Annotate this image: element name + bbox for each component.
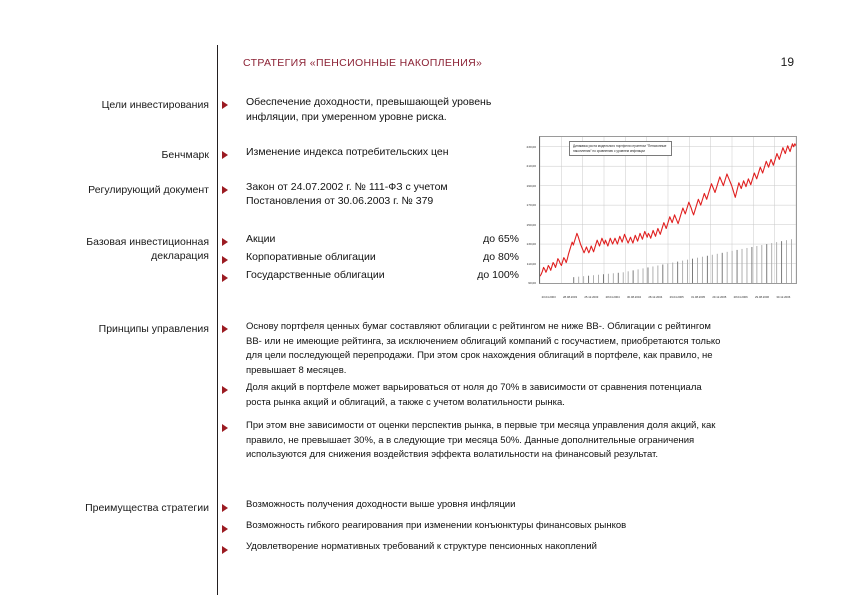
bullet-icon (222, 101, 228, 109)
chart-x-tick: 20.04.2003 (541, 295, 556, 299)
chart-x-tick: 31.08.2005 (691, 295, 705, 299)
declaration-row (246, 250, 519, 264)
bullet-icon (222, 274, 228, 282)
declaration-row (246, 232, 519, 246)
chart-y-tick: 110,00 (526, 261, 536, 266)
declaration-row (246, 268, 519, 282)
chart-x-tick: 29.12.2005 (712, 295, 727, 299)
bullet-icon (222, 256, 228, 264)
chart-y-tick: 170,00 (526, 203, 536, 208)
advantage-item: Удовлетворение нормативных требований к структуре пенсионных накоплений (246, 541, 597, 552)
principles-item: При этом вне зависимости от оценки перспектив рынка, в первые три месяца управления доля акций, как правило, не превышает 30%, а в следующие три месяца 50%. Данные дополнительные ограничения используются для снижения воздействия эффекта волатильности на финансовый результат. (246, 420, 716, 460)
chart-y-tick: 190,00 (526, 183, 536, 188)
principles-item: Доля акций в портфеле может варьироваться от ноля до 70% в зависимости от сравнения потенциала роста рынка акций и облигаций, а также с учетом волатильности рынка. (246, 382, 702, 408)
declaration-item-name: Корпоративные облигации (246, 251, 376, 263)
chart-svg (540, 137, 796, 283)
bullet-icon (222, 424, 228, 432)
chart-y-tick: 130,00 (526, 242, 536, 247)
chart-legend: Динамика роста модельного портфеля стратегии "Пенсионные накопления" по сравнению с уровнем инфляции (569, 141, 672, 156)
row-label-declaration-1: Базовая инвестиционная (86, 236, 209, 248)
chart-y-tick: 210,00 (526, 164, 536, 169)
chart-plot-area (539, 136, 797, 284)
row-label-regulation: Регулирующий документ (88, 184, 209, 196)
advantage-item: Возможность гибкого реагирования при изменении конъюнктуры финансовых рынков (246, 520, 627, 531)
principles-item: Основу портфеля ценных бумаг составляют облигации с рейтингом не ниже BB-. Облигации с рейтингом BB- или не имеющие рейтинга, за исключением облигаций компаний с госучастием, приобретаются только для цели последующей перепродажи. При этом срок нахождения облигаций в портфеле, как правило, не превышает 8 месяцев. (246, 321, 721, 376)
vertical-divider (217, 45, 218, 595)
chart-x-tick: 28.08.2003 (563, 295, 577, 299)
benchmark-text: Изменение индекса потребительских цен (246, 146, 449, 158)
page-title: СТРАТЕГИЯ «ПЕНСИОННЫЕ НАКОПЛЕНИЯ» (243, 57, 483, 69)
row-label-benchmark: Бенчмарк (161, 149, 209, 161)
chart-x-tick: 30.12.2006 (776, 295, 791, 299)
bullet-icon (222, 504, 228, 512)
declaration-item-value: до 80% (483, 251, 519, 263)
goals-text: Обеспечение доходности, превышающей уровень инфляции, при умеренном уровне риска. (246, 96, 492, 123)
chart-x-tick: 29.08.2006 (755, 295, 769, 299)
row-label-declaration-2: декларация (151, 250, 209, 262)
chart-y-tick: 230,00 (526, 144, 536, 149)
declaration-item-value: до 100% (477, 269, 519, 281)
bullet-icon (222, 386, 228, 394)
bullet-icon (222, 325, 228, 333)
chart-x-tick: 28.12.2004 (648, 295, 663, 299)
regulation-line-2: Постановления от 30.06.2003 г. № 379 (246, 195, 434, 207)
bullet-icon (222, 525, 228, 533)
regulation-line-1: Закон от 24.07.2002 г. № 111-ФЗ с учетом (246, 181, 448, 193)
chart-x-tick: 28.04.2004 (605, 295, 620, 299)
page-number: 19 (780, 55, 794, 69)
chart-y-tick: 90,00 (528, 281, 536, 285)
chart-x-tick: 25.12.2003 (584, 295, 599, 299)
advantage-item: Возможность получения доходности выше уровня инфляции (246, 499, 516, 510)
chart-x-tick: 29.04.2005 (669, 295, 684, 299)
row-label-principles: Принципы управления (98, 323, 209, 335)
row-label-goals: Цели инвестирования (101, 99, 209, 111)
bullet-icon (222, 238, 228, 246)
bullet-icon (222, 546, 228, 554)
bullet-icon (222, 186, 228, 194)
bullet-icon (222, 151, 228, 159)
chart-x-tick: 28.04.2006 (733, 295, 748, 299)
performance-chart (513, 133, 808, 305)
chart-y-tick: 150,00 (526, 222, 536, 227)
declaration-item-name: Акции (246, 233, 276, 245)
chart-x-tick: 30.08.2004 (627, 295, 641, 299)
declaration-item-value: до 65% (483, 233, 519, 245)
declaration-item-name: Государственные облигации (246, 269, 385, 281)
row-label-advantages: Преимущества стратегии (85, 502, 209, 514)
